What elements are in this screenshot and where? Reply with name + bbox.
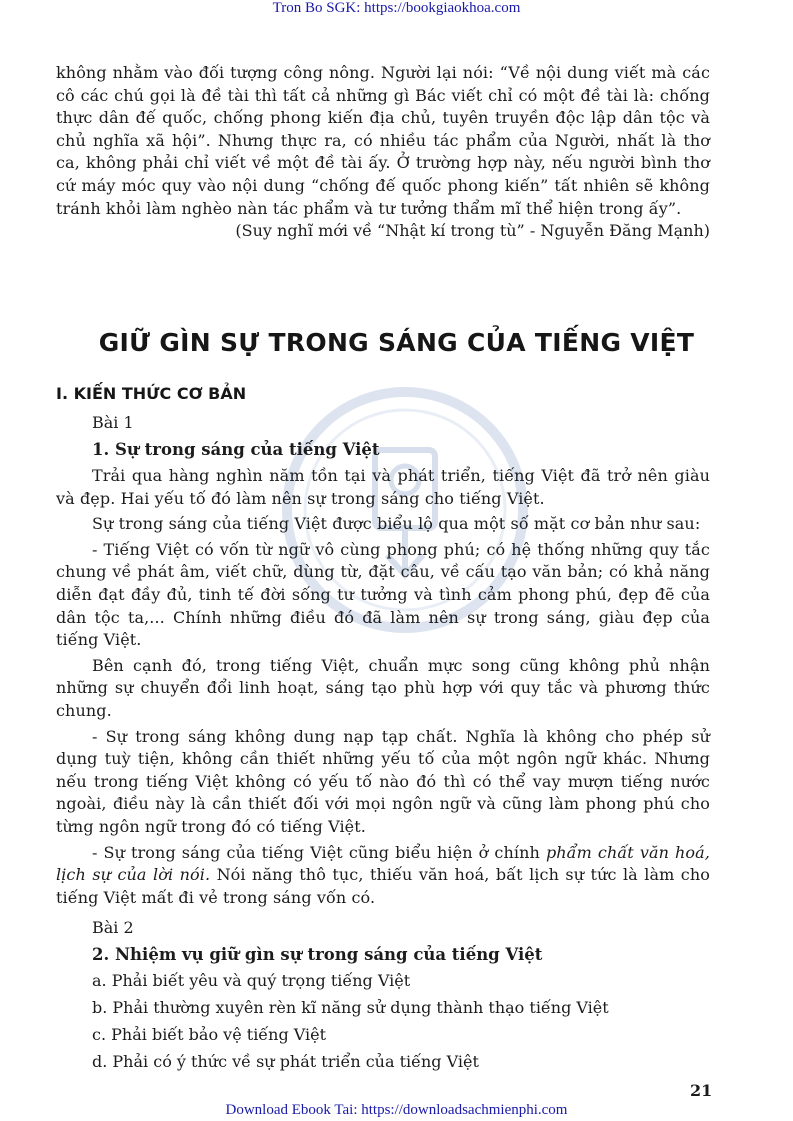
bai2-label: Bài 2: [92, 918, 134, 938]
intro-paragraph: không nhằm vào đối tượng công nông. Người lại nói: “Về nội dung viết mà các cô các chú gọi là đề tài thì tất cả những gì Bác viết chỉ có một đề tài là: chống thực dân đế quốc, chống phong kiến địa chủ, tuyên truyền độc lập dân tộc và chủ nghĩa xã hội”. Nhưng thực ra, có nhiều tác phẩm của Người, nhất là thơ ca, không phải chỉ viết về một đề tài ấy. Ở trường hợp này, nếu người bình thơ cứ máy móc quy vào nội dung “chống đế quốc phong kiến” tất nhiên sẽ không tránh khỏi làm nghèo nàn tác phẩm và tư tưởng thẩm mĩ thể hiện trong ấy”.: [56, 63, 710, 218]
list-item: a. Phải biết yêu và quý trọng tiếng Việt: [92, 971, 411, 991]
page-number: 21: [690, 1081, 713, 1100]
bai1-paragraph-4: Bên cạnh đó, trong tiếng Việt, chuẩn mực song cũng không phủ nhận những sự chuyển đổi linh hoạt, sáng tạo phù hợp với quy tắc và phương thức chung.: [56, 655, 710, 720]
bai1-paragraph-6-italic: phẩm chất văn hoá, lịch sự của lời nói.: [56, 842, 710, 885]
intro-citation: (Suy nghĩ mới về “Nhật kí trong tù” - Nguyễn Đăng Mạnh): [235, 221, 710, 241]
bai1-paragraph-2: Sự trong sáng của tiếng Việt được biểu lộ qua một số mặt cơ bản như sau:: [92, 514, 701, 534]
bai1-paragraph-3: - Tiếng Việt có vốn từ ngữ vô cùng phong phú; có hệ thống những quy tắc chung về phát âm, viết chữ, dùng từ, đặt câu, về cấu tạo văn bản; có khả năng diễn đạt đầy đủ, tinh tế đời sống tư tưởng và tình cảm phong phú, đẹp đẽ của dân tộc ta,... Chính những điều đó đã làm nên sự trong sáng, giàu đẹp của tiếng Việt.: [56, 539, 710, 650]
bai1-label: Bài 1: [92, 413, 134, 432]
bai1-paragraph-5: - Sự trong sáng không dung nạp tạp chất. Nghĩa là không cho phép sử dụng tuỳ tiện, không cần thiết những yếu tố của một ngôn ngữ khác. Nhưng nếu trong tiếng Việt không có yếu tố nào đó thì có thể vay mượn tiếng nước ngoài, điều này là cần thiết đối với mọi ngôn ngữ và cũng làm phong phú cho từng ngôn ngữ trong đó có tiếng Việt.: [56, 726, 710, 836]
section-heading: I. KIẾN THỨC CƠ BẢN: [56, 384, 247, 403]
bai1-paragraph-6: [56, 842, 710, 910]
bai1-paragraph-1: Trải qua hàng nghìn năm tồn tại và phát triển, tiếng Việt đã trở nên giàu và đẹp. Hai yếu tố đó làm nên sự trong sáng cho tiếng Việt.: [56, 466, 710, 508]
bai1-paragraph-6-end: Nói năng thô tục, thiếu văn hoá, bất lịch sự tức là làm cho tiếng Việt mất đi vẻ trong sáng vốn có.: [56, 865, 711, 907]
list-item: b. Phải thường xuyên rèn kĩ năng sử dụng thành thạo tiếng Việt: [92, 998, 609, 1018]
main-content: [56, 410, 710, 1075]
bai1-heading: 1. Sự trong sáng của tiếng Việt: [92, 440, 380, 459]
footer-download-link[interactable]: Download Ebook Tai: https://downloadsachmienphi.com: [225, 1102, 568, 1118]
page-title: GIỮ GÌN SỰ TRONG SÁNG CỦA TIẾNG VIỆT: [98, 328, 695, 357]
header-download-link[interactable]: Tron Bo SGK: https://bookgiaokhoa.com: [272, 0, 521, 16]
list-item: d. Phải có ý thức về sự phát triển của tiếng Việt: [92, 1052, 479, 1072]
list-item: c. Phải biết bảo vệ tiếng Việt: [92, 1025, 327, 1045]
bai1-paragraph-6-start: - Sự trong sáng của tiếng Việt cũng biểu hiện ở chính: [92, 842, 546, 862]
bai2-heading: 2. Nhiệm vụ giữ gìn sự trong sáng của tiếng Việt: [92, 945, 543, 965]
intro-section: [56, 62, 710, 259]
